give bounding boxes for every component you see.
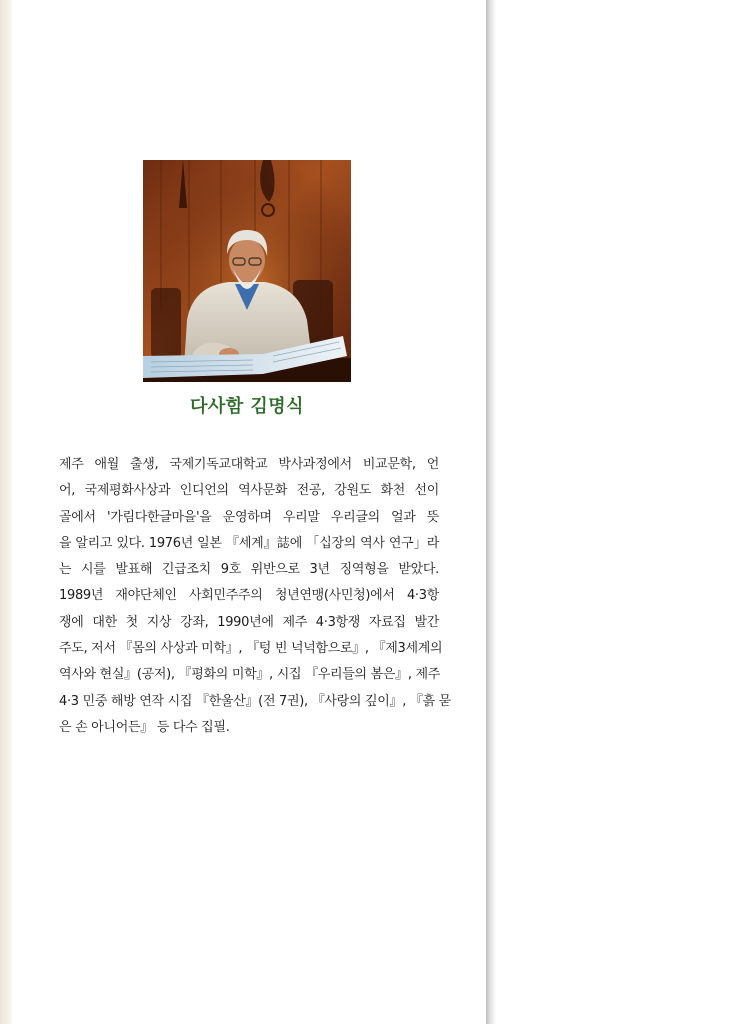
- author-bio: [59, 452, 451, 741]
- bio-line: 제주 애월 출생, 국제기독교대학교 박사과정에서 비교문학, 언: [59, 457, 439, 472]
- bio-line: 쟁에 대한 첫 지상 강좌, 1990년에 제주 4·3항쟁 자료집 발간: [59, 614, 439, 630]
- bio-line: 는 시를 발표해 긴급조치 9호 위반으로 3년 징역형을 받았다.: [59, 562, 439, 578]
- bio-line: 어, 국제평화사상과 인디언의 역사문화 전공, 강원도 화천 선이: [59, 483, 439, 499]
- bio-line: 골에서 '가림다한글마을'을 운영하며 우리말 우리글의 얼과 뜻: [59, 509, 439, 525]
- page-shadow: [486, 0, 496, 1024]
- bio-line: 을 알리고 있다. 1976년 일본 『세계』誌에 「십장의 역사 연구」라: [59, 535, 439, 551]
- blank-area: [496, 0, 731, 1024]
- bio-line: 주도, 저서 『몸의 사상과 미학』, 『텅 빈 넉넉함으로』, 『제3세계의: [59, 641, 443, 657]
- bio-line: 은 손 아니어든』 등 다수 집필.: [59, 719, 230, 735]
- author-name: 다사함 김명식: [189, 396, 305, 417]
- page-gutter: [0, 0, 12, 1024]
- bio-line: 4·3 민중 해방 연작 시집 『한울산』(전 7권), 『사랑의 깊이』, 『흙 묻: [59, 693, 451, 709]
- bio-line: 1989년 재야단체인 사회민주주의 청년연맹(사민청)에서 4·3항: [59, 588, 439, 604]
- author-photo: [143, 160, 351, 382]
- bio-line: 역사와 현실』(공저), 『평화의 미학』, 시집 『우리들의 봄은』, 제주: [59, 667, 441, 683]
